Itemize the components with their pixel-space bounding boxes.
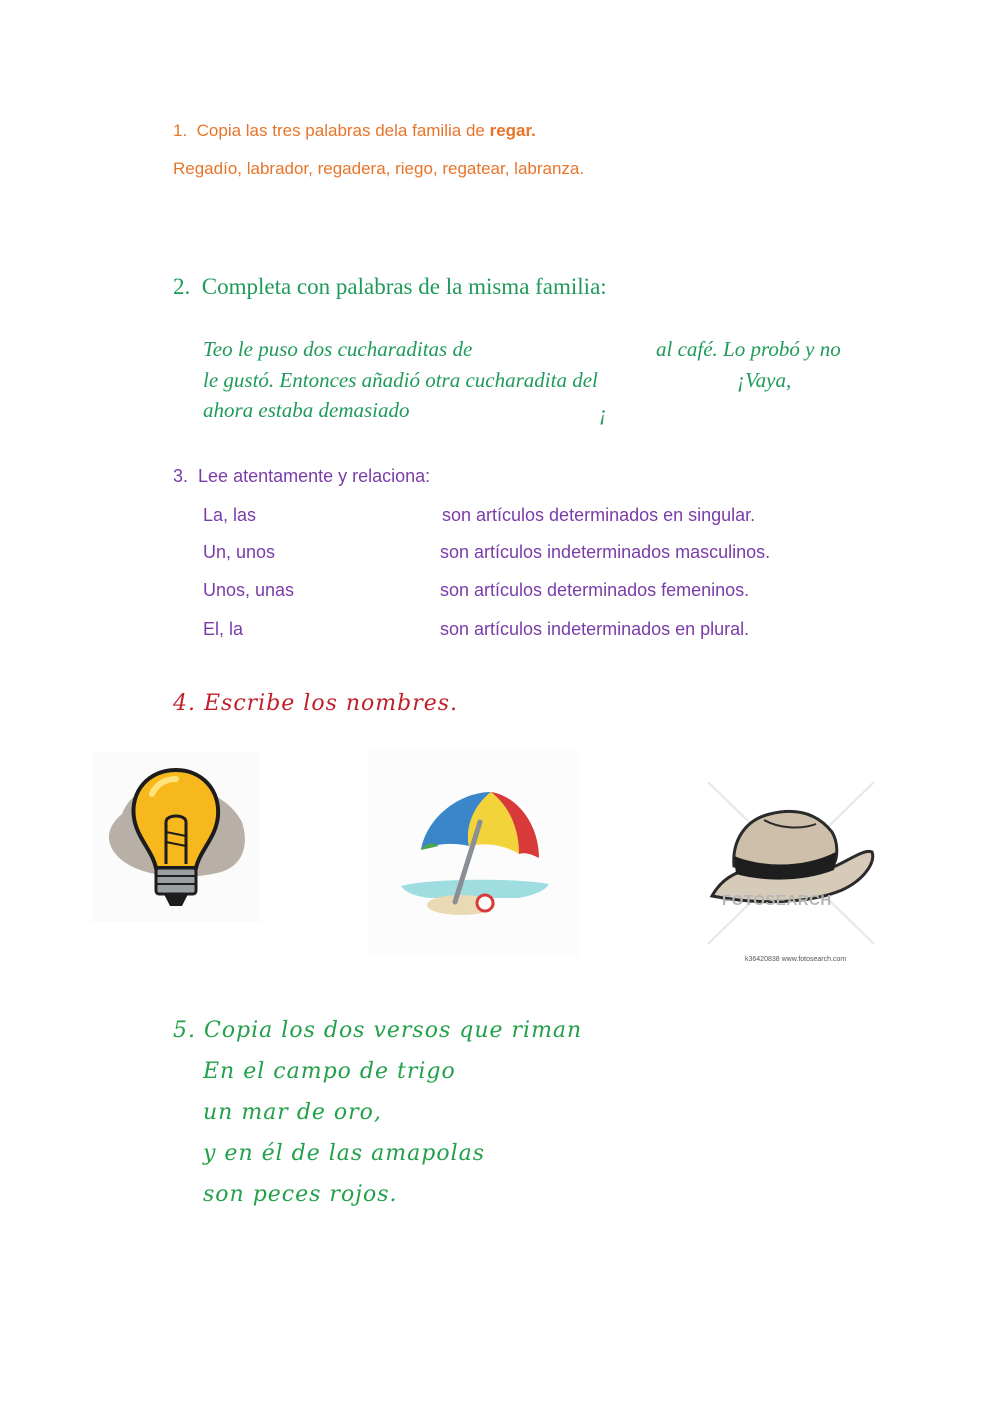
section1-keyword: regar.	[489, 121, 536, 140]
section2-line2a: le gustó. Entonces añadió otra cucharadita del	[203, 368, 598, 392]
section1-instruction-text: Copia las tres palabras dela familia de	[196, 121, 490, 140]
section3-right-item: son artículos determinados en singular.	[442, 505, 756, 525]
section3-left-item: El, la	[203, 619, 244, 639]
hat-icon	[704, 778, 878, 948]
verse-line: y en él de las amapolas	[203, 1141, 486, 1166]
section5-title: 5. Copia los dos versos que riman	[173, 1018, 583, 1043]
verse-line: En el campo de trigo	[203, 1059, 456, 1084]
lightbulb-icon	[92, 752, 260, 922]
section2-line2b: ¡Vaya,	[737, 368, 792, 392]
section4-title: 4. Escribe los nombres.	[173, 691, 459, 716]
section3-left-item: Unos, unas	[203, 580, 295, 600]
section1-words: Regadío, labrador, regadera, riego, regatear, labranza.	[173, 159, 585, 178]
section3-title	[173, 466, 430, 487]
section2-line3b: ¡	[599, 401, 608, 425]
beach-umbrella-icon	[369, 750, 579, 956]
section3-title-text: Lee atentamente y relaciona:	[198, 466, 431, 486]
section2-title-text: Completa con palabras de la misma familia:	[201, 274, 607, 299]
section2-number: 2.	[173, 274, 191, 299]
section2-line3a: ahora estaba demasiado	[203, 398, 410, 422]
section1-instruction	[173, 121, 536, 141]
section1-number: 1.	[173, 121, 188, 140]
section2-line1a: Teo le puso dos cucharaditas de	[203, 337, 473, 361]
section3-right-item: son artículos indeterminados en plural.	[440, 619, 750, 639]
section2-line1b: al café. Lo probó y no	[656, 337, 841, 361]
section3-right-item: son artículos indeterminados masculinos.	[440, 542, 771, 562]
watermark-text: FOTOSEARCH	[722, 892, 832, 909]
section3-number: 3.	[173, 466, 189, 486]
watermark-code: k36420838 www.fotosearch.com	[745, 956, 847, 963]
section3-right-item: son artículos determinados femeninos.	[440, 580, 750, 600]
section2-title	[173, 274, 607, 300]
verse-line: un mar de oro,	[203, 1100, 382, 1125]
section3-left-item: La, las	[203, 505, 257, 525]
section3-left-item: Un, unos	[203, 542, 276, 562]
verse-line: son peces rojos.	[203, 1182, 398, 1207]
